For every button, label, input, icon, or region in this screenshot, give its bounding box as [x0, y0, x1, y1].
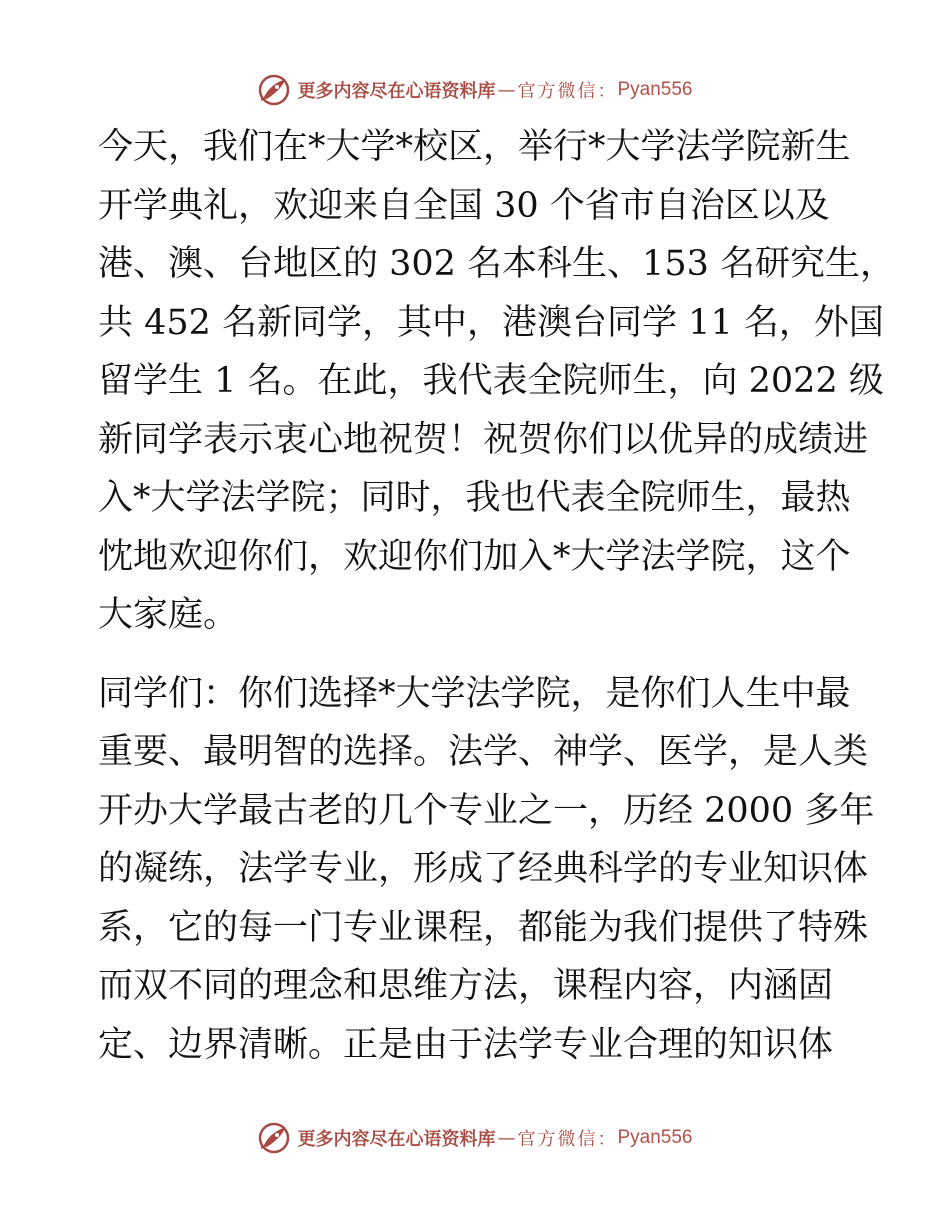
text-line: 留学生 1 名。在此，我代表全院师生，向 2022 级 [98, 361, 884, 401]
text-line: 系，它的每一门专业课程，都能为我们提供了特殊 [98, 907, 869, 948]
pen-nib-logo-icon [257, 73, 291, 107]
banner-label: 官方微信： [517, 81, 618, 102]
text-line: 今天，我们在*大学*校区，举行*大学法学院新生 [98, 127, 851, 167]
text-line: 入*大学法学院；同时，我也代表全院师生，最热 [98, 478, 851, 518]
text-line: 重要、最明智的选择。法学、神学、医学，是人类 [98, 732, 869, 772]
banner-wechat-id: Pyan556 [617, 79, 693, 100]
text-line: 忱地欢迎你们，欢迎你们加入*大学法学院，这个 [98, 536, 851, 577]
document-body [98, 118, 895, 1074]
text-line: 定、边界清晰。正是由于法学专业合理的知识体 [98, 1024, 834, 1065]
banner-wechat-id: Pyan556 [617, 1127, 693, 1148]
footer-banner [0, 1118, 950, 1158]
text-line: 大家庭。 [98, 595, 239, 635]
paragraph-1 [98, 118, 895, 645]
paragraph-gap [98, 645, 854, 665]
banner-dash: — [497, 1127, 516, 1149]
text-line: 港、澳、台地区的 302 名本科生、153 名研究生， [98, 244, 895, 284]
banner-label: 官方微信： [517, 1129, 618, 1150]
text-line: 新同学表示衷心地祝贺！祝贺你们以优异的成绩进 [98, 419, 869, 460]
text-line: 而双不同的理念和思维方法，课程内容，内涵固 [98, 966, 834, 1006]
banner-text: 更多内容尽在心语资料库 [297, 1129, 496, 1150]
paragraph-2 [98, 665, 875, 1075]
pen-nib-logo-icon [257, 1121, 291, 1155]
banner-dash: — [497, 79, 516, 101]
text-line: 同学们：你们选择*大学法学院，是你们人生中最 [98, 673, 851, 714]
text-line: 开办大学最古老的几个专业之一，历经 2000 多年 [98, 790, 875, 831]
text-line: 开学典礼，欢迎来自全国 30 个省市自治区以及 [98, 185, 830, 226]
text-line: 的凝练，法学专业，形成了经典科学的专业知识体 [98, 849, 869, 889]
header-banner [0, 70, 950, 110]
text-line: 共 452 名新同学，其中，港澳台同学 11 名，外国 [98, 302, 884, 343]
banner-text: 更多内容尽在心语资料库 [297, 81, 496, 102]
